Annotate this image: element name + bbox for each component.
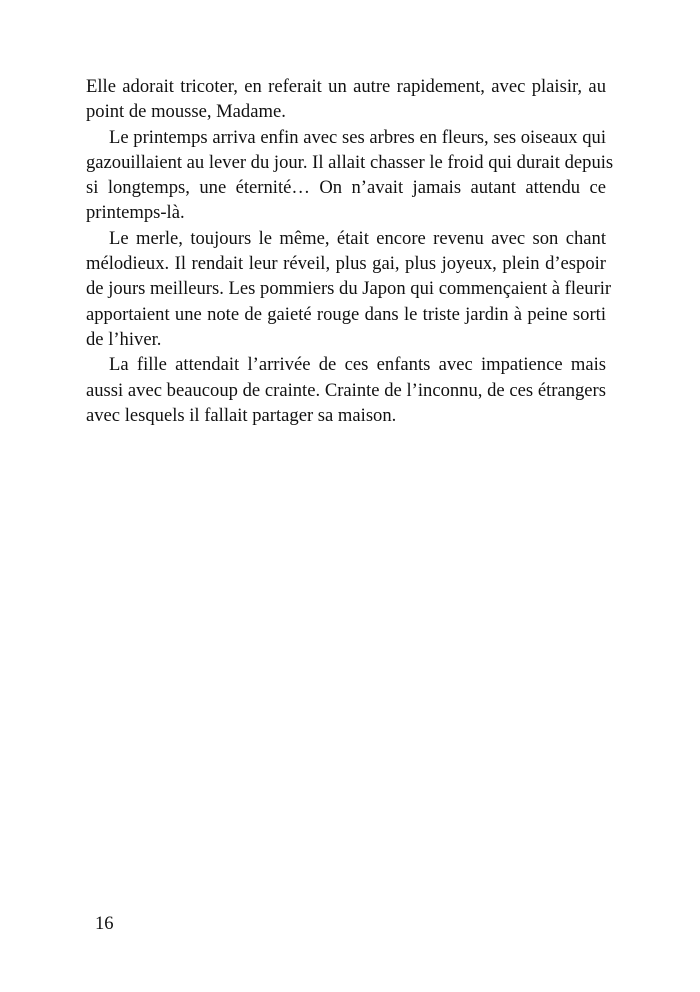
text-line: apportaient une note de gaieté rouge dans le triste jardin à peine sorti: [86, 303, 606, 325]
body-text: [86, 74, 614, 428]
text-line: de jours meilleurs. Les pommiers du Japon qui commençaient à fleurir: [86, 278, 612, 300]
text-line: aussi avec beaucoup de crainte. Crainte de l’inconnu, de ces étrangers: [86, 379, 606, 401]
text-line: La fille attendait l’arrivée de ces enfants avec impatience mais: [109, 354, 606, 376]
text-line: avec lesquels il fallait partager sa maison.: [86, 404, 397, 426]
paragraph: [86, 226, 612, 352]
paragraph: [86, 125, 614, 226]
text-line: gazouillaient au lever du jour. Il allait chasser le froid qui durait depuis: [86, 151, 614, 173]
page-number: 16: [95, 913, 114, 934]
text-line: printemps-là.: [86, 202, 185, 224]
text-line: point de mousse, Madame.: [86, 101, 286, 123]
paragraph: [86, 74, 606, 125]
text-line: de l’hiver.: [86, 328, 162, 350]
text-line: mélodieux. Il rendait leur réveil, plus gai, plus joyeux, plein d’espoir: [86, 253, 606, 275]
text-line: si longtemps, une éternité… On n’avait jamais autant attendu ce: [86, 177, 606, 199]
paragraph: [86, 352, 606, 428]
text-line: Le merle, toujours le même, était encore revenu avec son chant: [109, 227, 606, 249]
text-line: Elle adorait tricoter, en referait un autre rapidement, avec plaisir, au: [86, 76, 606, 97]
text-line: Le printemps arriva enfin avec ses arbres en fleurs, ses oiseaux qui: [109, 126, 606, 148]
